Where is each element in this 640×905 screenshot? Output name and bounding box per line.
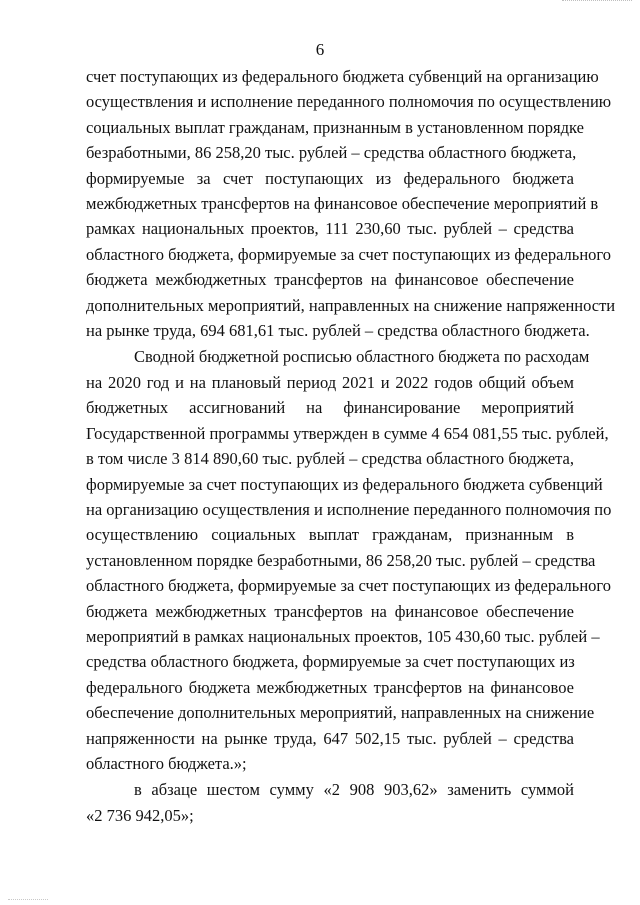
text-line: дополнительных мероприятий, направленных на снижение напряженности	[86, 295, 616, 315]
text-line: бюджетных ассигнований на финансирование мероприятий	[86, 398, 574, 418]
text-line: напряженности на рынке труда, 647 502,15 тыс. рублей – средства	[86, 728, 574, 748]
text-line: областного бюджета, формируемые за счет поступающих из федерального	[86, 244, 612, 264]
text-line: рамках национальных проектов, 111 230,60 тыс. рублей – средства	[86, 219, 574, 239]
text-line: Сводной бюджетной росписью областного бюджета по расходам	[134, 347, 590, 367]
text-line: областного бюджета.»;	[86, 753, 247, 773]
page-number: 6	[315, 40, 325, 59]
text-line: на организацию осуществления и исполнение переданного полномочия по	[86, 499, 612, 519]
text-line: областного бюджета, формируемые за счет поступающих из федерального	[86, 576, 612, 596]
text-line: формируемые за счет поступающих из федерального бюджета субвенций	[86, 474, 603, 494]
paragraph-1	[86, 64, 616, 343]
text-line: формируемые за счет поступающих из федерального бюджета	[86, 168, 574, 188]
document-body	[86, 64, 616, 829]
text-line: мероприятий в рамках национальных проектов, 105 430,60 тыс. рублей –	[86, 626, 600, 646]
scan-bottom-mark	[8, 899, 48, 901]
text-line: социальных выплат гражданам, признанным в установленном порядке	[86, 117, 584, 137]
text-line: безработными, 86 258,20 тыс. рублей – средства областного бюджета,	[86, 143, 577, 163]
text-line: обеспечение дополнительных мероприятий, направленных на снижение	[86, 703, 595, 723]
text-line: Государственной программы утвержден в сумме 4 654 081,55 тыс. рублей,	[86, 423, 609, 443]
text-line: бюджета межбюджетных трансфертов на финансовое обеспечение	[86, 601, 574, 621]
text-line: на рынке труда, 694 681,61 тыс. рублей – средства областного бюджета.	[86, 321, 590, 341]
text-line: осуществлению социальных выплат гражданам, признанным в	[86, 525, 574, 545]
text-line: на 2020 год и на плановый период 2021 и 2022 годов общий объем	[86, 372, 574, 392]
paragraph-2	[86, 344, 612, 776]
text-line: межбюджетных трансфертов на финансовое обеспечение мероприятий в	[86, 194, 599, 214]
text-line: в том числе 3 814 890,60 тыс. рублей – средства областного бюджета,	[86, 449, 574, 469]
text-line: «2 736 942,05»;	[86, 805, 194, 825]
scan-corner-mark	[562, 0, 632, 3]
paragraph-3	[86, 777, 574, 828]
text-line: федерального бюджета межбюджетных трансфертов на финансовое	[86, 677, 574, 697]
text-line: средства областного бюджета, формируемые за счет поступающих из	[86, 652, 575, 672]
text-line: установленном порядке безработными, 86 258,20 тыс. рублей – средства	[86, 550, 596, 570]
text-line: осуществления и исполнение переданного полномочия по осуществлению	[86, 92, 612, 112]
text-line: в абзаце шестом сумму «2 908 903,62» заменить суммой	[134, 780, 574, 800]
text-line: счет поступающих из федерального бюджета субвенций на организацию	[86, 67, 599, 86]
text-line: бюджета межбюджетных трансфертов на финансовое обеспечение	[86, 270, 574, 290]
